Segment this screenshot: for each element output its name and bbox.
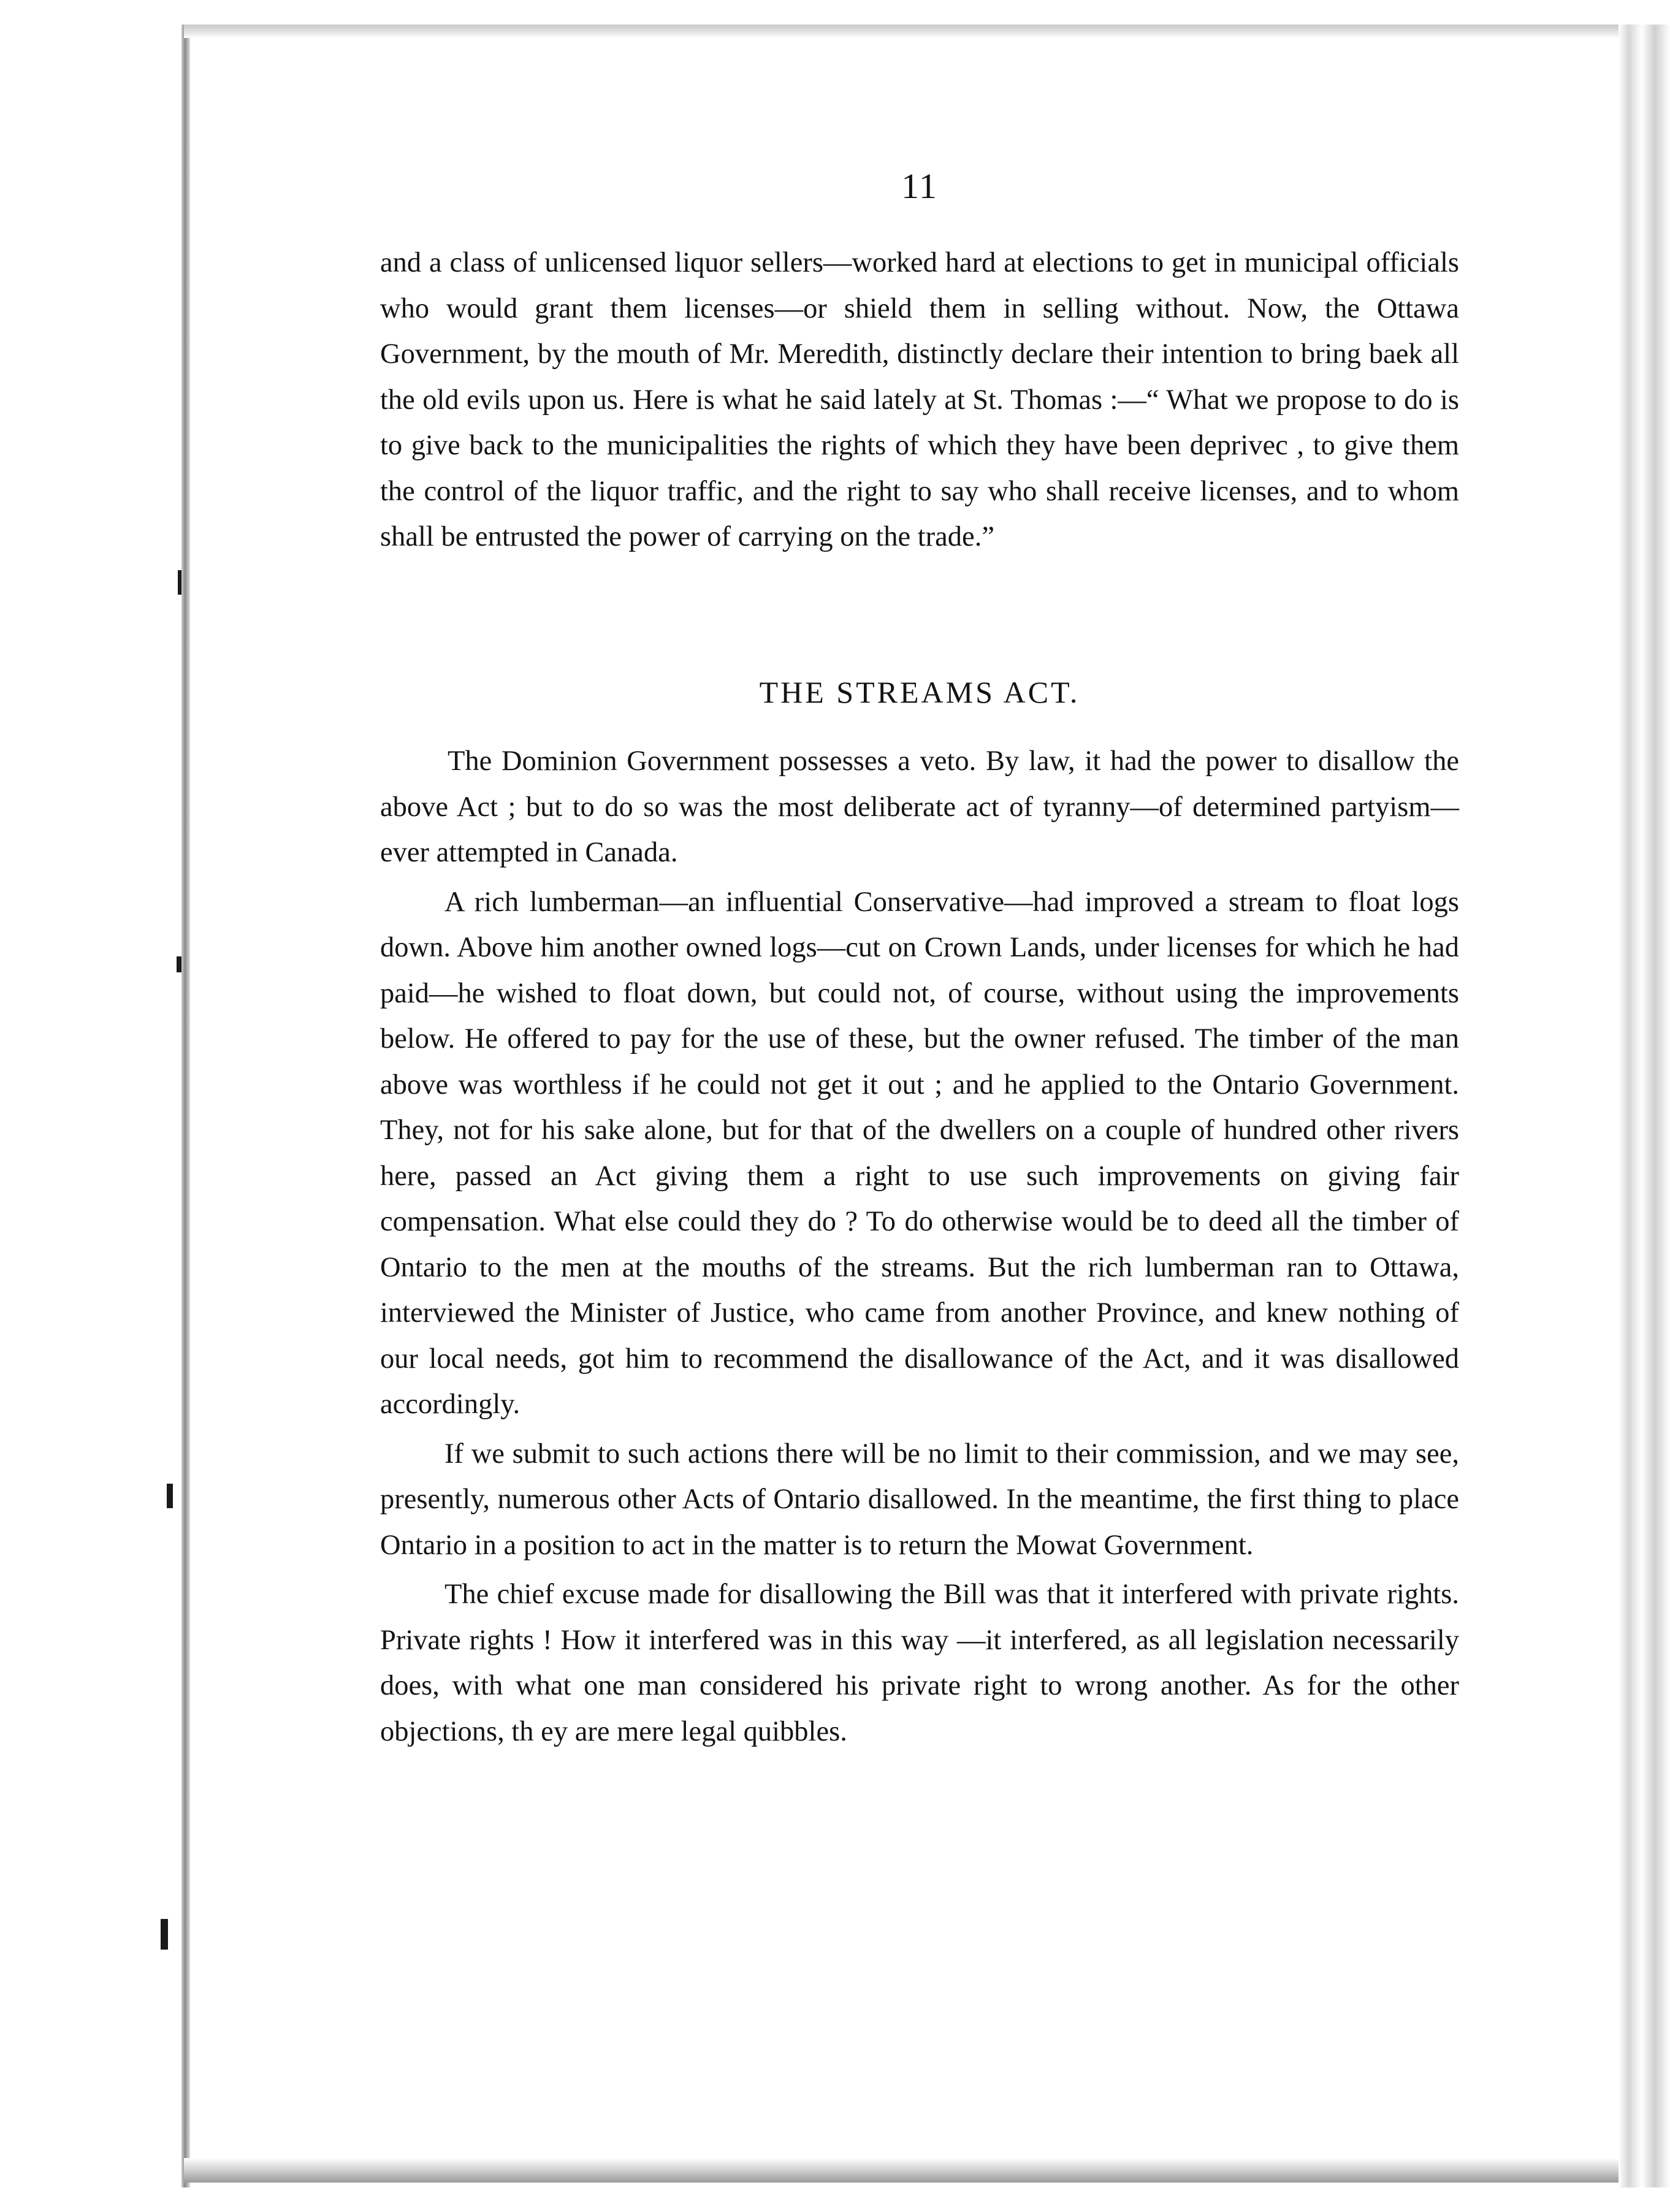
opening-paragraph: and a class of unlicensed liquor sellers—worked hard at elections to get in municipal officials who would grant them licenses—or shield them in selling without. Now, the Ottawa Government, by the mouth of Mr. Meredith, distinctly declare their intention to bring baek all the old evils upon us. Here is what he said lately at St. Thomas :—“ What we propose to do is to give back to the municipalities the rights of which they have been deprivec , to give them the control of the liquor traffic, and the right to say who shall receive licenses, and to whom shall be entrusted the power of carrying on the trade.” — [380, 247, 1459, 552]
page-right-edge — [1619, 25, 1670, 2187]
body-paragraph: The Dominion Government possesses a veto. By law, it had the power to disallow the above Act ; but to do so was the most deliberate act of tyranny—of determined partyism—ever attempted in Canada. — [380, 746, 1459, 868]
section-heading: THE STREAMS ACT. — [759, 675, 1080, 709]
page-top-edge — [184, 25, 1619, 38]
binding-mark — [167, 1484, 173, 1508]
page-bottom-edge — [184, 2158, 1619, 2183]
left-gutter — [0, 0, 184, 2212]
binding-mark — [177, 956, 181, 972]
body-paragraph: The chief excuse made for disallowing the Bill was that it interfered with private rights. Private rights ! How it interfered was in this way —it interfered, as all legislation necessarily does, with what one man considered his private right to wrong another. As for the other objections, th ey are mere legal quibbles. — [380, 1579, 1459, 1747]
body-paragraph: A rich lumberman—an influential Conservative—had improved a stream to float logs down. Above him another owned logs—cut on Crown Lands, under licenses for which he had paid—he wished to float down, but could not, of course, without using the improvements below. He offered to pay for the use of these, but the owner refused. The timber of the man above was worthless if he could not get it out ; and he applied to the Ontario Government. They, not for his sake alone, but for that of the dwellers on a couple of hundred other rivers here, passed an Act giving them a right to use such improvements on giving fair compensation. What else could they do ? To do otherwise would be to deed all the timber of Ontario to the men at the mouths of the streams. But the rich lumberman ran to Ottawa, interviewed the Minister of Justice, who came from another Province, and knew nothing of our local needs, got him to recommend the disallowance of the Act, and it was disallowed accordingly. — [380, 886, 1459, 1420]
opening-paragraph-block — [380, 240, 1459, 560]
page-number: 11 — [901, 166, 938, 206]
binding-mark — [161, 1919, 168, 1950]
section-body — [380, 739, 1459, 1755]
body-paragraph: If we submit to such actions there will be no limit to their commission, and we may see, presently, numerous other Acts of Ontario disallowed. In the meantime, the first thing to place Ontario in a position to act in the matter is to return the Mowat Government. — [380, 1438, 1459, 1561]
page-spine — [181, 25, 190, 2187]
